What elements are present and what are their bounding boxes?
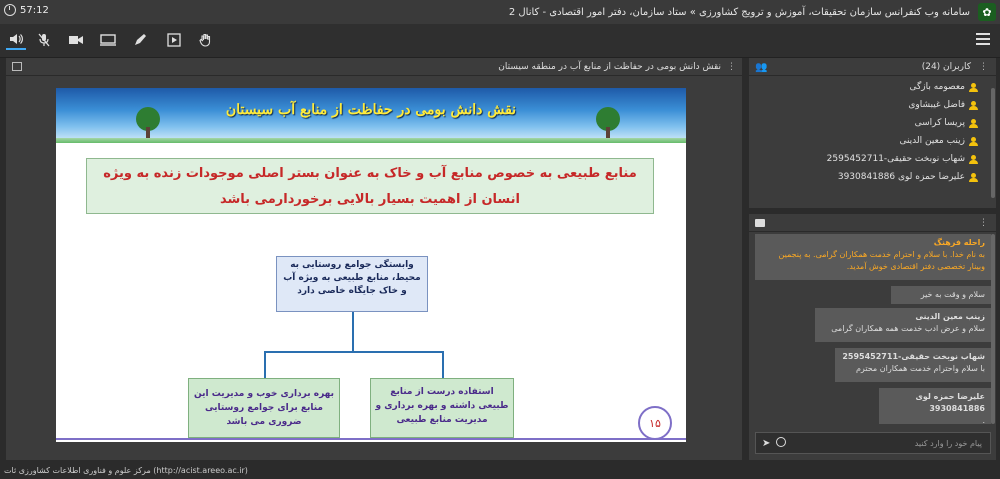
users-count-label: کاربران (24) [921, 61, 971, 72]
chat-scrollbar[interactable] [991, 234, 995, 424]
more-options-icon[interactable]: ⋮ [979, 61, 988, 72]
more-options-icon[interactable]: ⋮ [727, 61, 736, 72]
raise-hand-icon[interactable] [196, 30, 216, 50]
left-branch-box: بهره برداری خوب و مدیریت این منابع برای جوامع روستایی ضروری می باشد [188, 378, 340, 438]
list-item[interactable]: علیرضا حمزه لوی 3930841886 [749, 168, 996, 186]
slide-footer-line [56, 438, 686, 440]
window-title: سامانه وب کنفرانس سازمان تحقیقات، آموزش و ترویج کشاورزی » ستاد سازمان، دفتر امور اقتصادی - کانال 2 [508, 6, 970, 18]
users-panel [749, 58, 996, 208]
people-icon: 👥 [755, 62, 768, 73]
speaker-icon[interactable] [6, 30, 26, 50]
users-scrollbar[interactable] [991, 88, 995, 198]
slide [56, 88, 686, 442]
main-statement-box: منابع طبیعی به خصوص منابع آب و خاک به عنوان بستر اصلی موجودات زنده به ویژه انسان از اهمیت بسیار بالایی برخوردارمی باشد [86, 158, 654, 214]
slide-banner [56, 88, 686, 143]
chat-message: سلام و وقت به خیر [891, 286, 991, 304]
connector-left [264, 351, 266, 378]
slide-title: نقش دانش بومی در حفاظت از منابع آب سیستان [225, 102, 517, 118]
user-icon [969, 137, 978, 146]
app-logo-icon: ✿ [978, 3, 996, 21]
center-concept-box: وابستگی جوامع روستایی به محیط، منابع طبیعی به ویژه آب و خاک جایگاه خاصی دارد [276, 256, 428, 312]
clock-icon [4, 4, 16, 16]
expand-icon[interactable] [12, 62, 22, 71]
menu-icon[interactable] [976, 33, 990, 45]
right-branch-box: استفاده درست از منابع طبیعی داشته و بهره برداری و مدیریت منابع طبیعی [370, 378, 514, 438]
chat-header [749, 214, 996, 232]
timer-value: 57:12 [20, 4, 49, 16]
chat-message: راحله فرهنگ به نام خدا. با سلام و احترام خدمت همکاران گرامی. به پنجمین وبینار تخصصی دفتر اقتصادی خوش آمدید. [755, 234, 991, 280]
more-options-icon[interactable]: ⋮ [979, 217, 988, 228]
slide-page-number: ۱۵ [638, 406, 672, 440]
user-list [749, 76, 996, 186]
list-item[interactable]: شهاب نوبخت حقیقی-2595452711 [749, 150, 996, 168]
emoji-icon[interactable] [776, 437, 786, 447]
session-timer [4, 4, 49, 16]
connector-horizontal [264, 351, 444, 353]
user-icon [969, 101, 978, 110]
camera-icon[interactable] [66, 30, 86, 50]
media-icon[interactable] [164, 30, 184, 50]
presentation-panel [6, 58, 742, 460]
send-icon[interactable]: ➤ [762, 438, 771, 449]
chat-icon [755, 219, 765, 227]
presentation-title: نقش دانش بومی در حفاظت از منابع آب در منطقه سیستان [498, 61, 721, 72]
mic-muted-icon[interactable] [34, 30, 54, 50]
grass-decoration [56, 138, 686, 143]
presentation-header [6, 58, 742, 76]
connector-vertical [352, 312, 354, 352]
chat-message: شهاب نوبخت حقیقی-2595452711 با سلام واحترام خدمت همکاران محترم [835, 348, 991, 382]
chat-input-placeholder: پیام خود را وارد کنید [914, 438, 982, 448]
chat-message: زینب معین الدینی سلام و عرض ادب خدمت همه همکاران گرامی [815, 308, 991, 342]
list-item[interactable]: پریسا کراسی [749, 114, 996, 132]
user-icon [969, 155, 978, 164]
chat-panel [749, 214, 996, 460]
title-bar [0, 0, 1000, 24]
list-item[interactable]: معصومه بازگی [749, 78, 996, 96]
connector-right [442, 351, 444, 378]
status-bar: مرکز علوم و فناوری اطلاعات کشاورزی ثات (http://acist.areeo.ac.ir) [0, 462, 1000, 479]
screen-share-icon[interactable] [98, 30, 118, 50]
user-icon [969, 83, 978, 92]
users-header [749, 58, 996, 76]
pen-icon[interactable] [130, 30, 150, 50]
user-icon [969, 119, 978, 128]
toolbar [0, 24, 1000, 58]
list-item[interactable]: زینب معین الدینی [749, 132, 996, 150]
chat-message: علیرضا حمزه لوی 3930841886 . [879, 388, 991, 424]
user-icon [969, 173, 978, 182]
list-item[interactable]: فاضل غیبشاوی [749, 96, 996, 114]
chat-input[interactable] [755, 432, 991, 454]
